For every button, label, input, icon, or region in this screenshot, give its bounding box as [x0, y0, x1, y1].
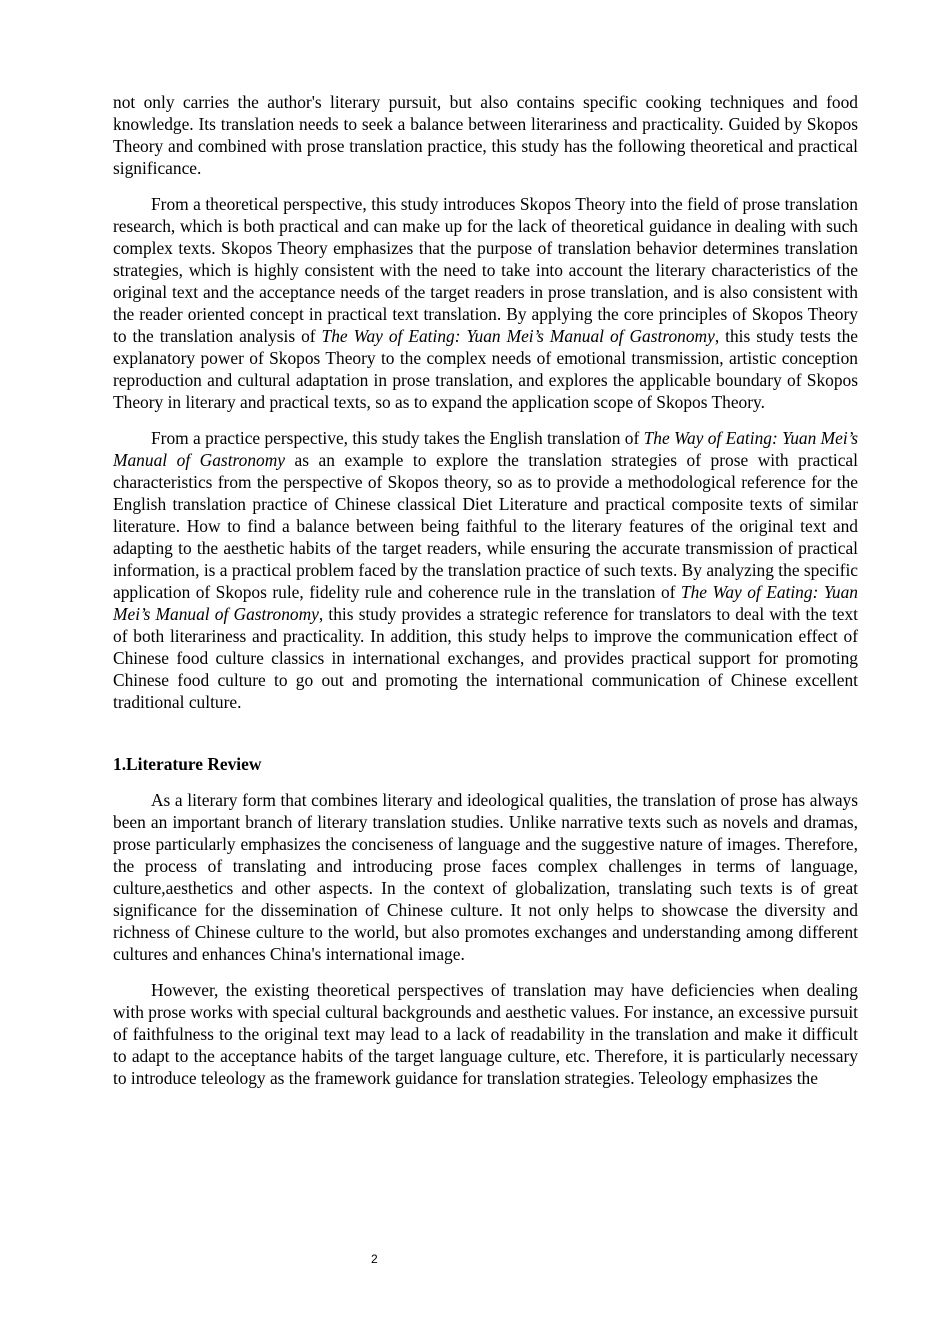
paragraph-intro-continued — [113, 91, 858, 179]
text-run: From a theoretical perspective, this study introduces Skopos Theory into the field of prose translation research, which is both practical and can make up for the lack of theoretical guidance in dealing with such complex texts. Skopos Theory emphasizes that the purpose of translation behavior determines translation strategies, which is highly consistent with the need to take into account the literary characteristics of the original text and the acceptance needs of the target readers in prose translation, and is also consistent with the reader oriented concept in practical text translation. By applying the core principles of Skopos Theory to the translation analysis of — [113, 194, 858, 346]
text-run: , this study provides a strategic reference for translators to deal with the text of both literariness and practicality. In addition, this study helps to improve the communication effect of Chinese food culture classics in international exchanges, and provides practical support for promoting Chinese food culture to go out and promoting the international communication of Chinese excellent traditional culture. — [113, 604, 858, 712]
text-run: As a literary form that combines literary and ideological qualities, the translation of prose has always been an important branch of literary translation studies. Unlike narrative texts such as novels and dramas, prose particularly emphasizes the conciseness of language and the suggestive nature of images. Therefore, the process of translating and introducing prose faces complex challenges in terms of language, culture,aesthetics and other aspects. In the context of globalization, translating such texts is of great significance for the dissemination of Chinese culture. It not only helps to showcase the diversity and richness of Chinese culture to the world, but also promotes exchanges and understanding among different cultures and enhances China's international image. — [113, 790, 858, 964]
paragraph-literature-review-1 — [113, 789, 858, 965]
text-run: From a practice perspective, this study takes the English translation of — [151, 428, 644, 448]
page-number: 2 — [371, 1252, 378, 1266]
text-run: However, the existing theoretical perspectives of translation may have deficiencies when dealing with prose works with special cultural backgrounds and aesthetic values. For instance, an excessive pursuit of faithfulness to the original text may lead to a lack of readability in the translation and make it difficult to adapt to the acceptance habits of the target language culture, etc. Therefore, it is particularly necessary to introduce teleology as the framework guidance for translation strategies. Teleology emphasizes the — [113, 980, 858, 1088]
book-title: The Way of Eating: Yuan Mei’s Manual of Gastronomy — [113, 582, 858, 624]
paragraph-literature-review-2 — [113, 979, 858, 1089]
text-run: , this study tests the explanatory power of Skopos Theory to the complex needs of emotional transmission, artistic conception reproduction and cultural adaptation in prose translation, and explores the applicable boundary of Skopos Theory in literary and practical texts, so as to expand the application scope of Skopos Theory. — [113, 326, 859, 412]
section-heading: 1.Literature Review — [113, 754, 262, 774]
text-run: not only carries the author's literary pursuit, but also contains specific cooking techniques and food knowledge. Its translation needs to seek a balance between literariness and practicality. Guided by Skopos Theory and combined with prose translation practice, this study has the following theoretical and practical significance. — [113, 92, 858, 178]
book-title: The Way of Eating: Yuan Mei’s Manual of Gastronomy — [321, 326, 715, 346]
paragraph-theoretical-perspective — [113, 193, 858, 413]
paragraph-practice-perspective — [113, 427, 858, 713]
text-run: as an example to explore the translation strategies of prose with practical characteristics from the perspective of Skopos theory, so as to provide a methodological reference for the English translation practice of Chinese classical Diet Literature and practical composite texts of similar literature. How to find a balance between being faithful to the literary features of the original text and adapting to the aesthetic habits of the target readers, while ensuring the accurate transmission of practical information, is a practical problem faced by the translation practice of such texts. By analyzing the specific application of Skopos rule, fidelity rule and coherence rule in the translation of — [113, 450, 858, 602]
book-title: The Way of Eating: Yuan Mei’s Manual of Gastronomy — [113, 428, 858, 470]
body-text — [113, 91, 858, 1103]
